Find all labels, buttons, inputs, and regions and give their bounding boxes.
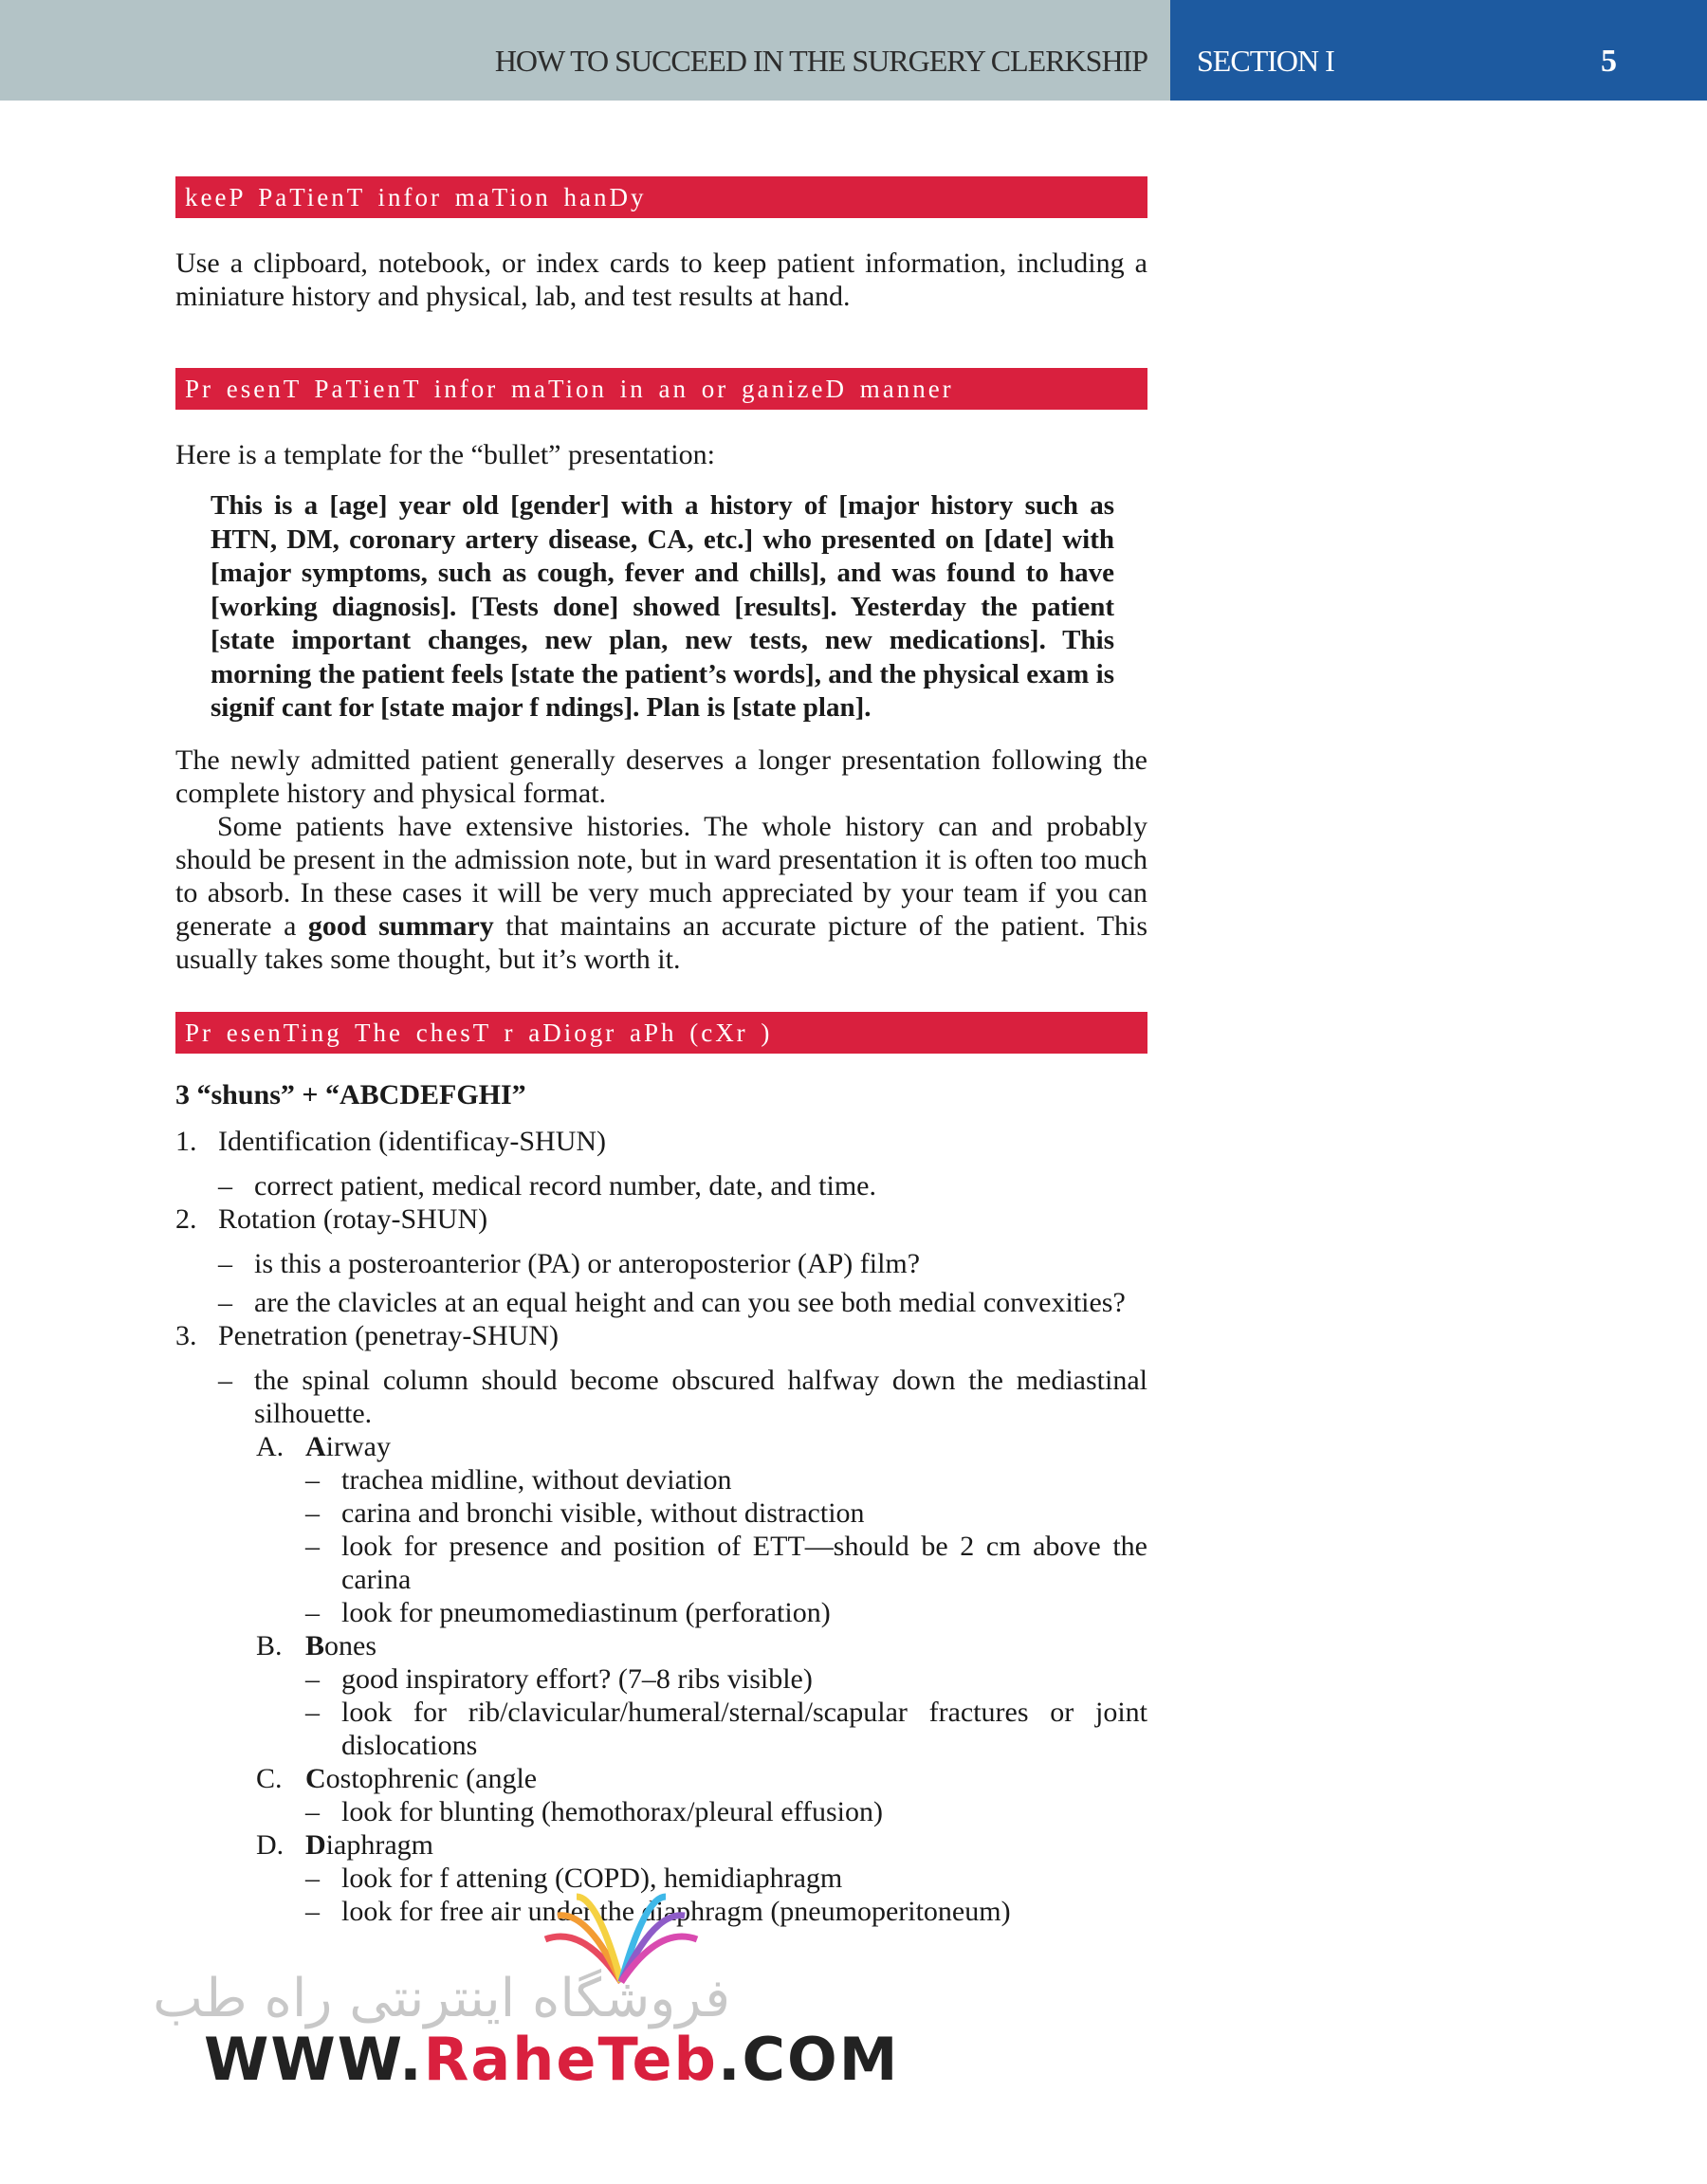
watermark-url: WWW.RaheTeb.COM <box>204 2025 900 2094</box>
letter-item-bones: B. Bones <box>256 1629 377 1661</box>
list-subitem: – look for rib/clavicular/humeral/sternal/scapular fractures or joint dislocations <box>305 1696 1147 1761</box>
section-heading-present-info: Pr esenT PaTienT infor maTion in an or ganizeD manner <box>175 368 1147 410</box>
list-subitem: – look for f attening (COPD), hemidiaphragm <box>305 1862 843 1894</box>
body-paragraph-summary: Some patients have extensive histories. The whole history can and probably should be present in the admission note, but in ward presentation it is often too much to absorb. In these cases it will be very much appreciated by your team if you can generate a good summary that maintains an accurate picture of the patient. This usually takes some thought, but it’s worth it. <box>175 810 1147 975</box>
cxr-list <box>175 1125 1147 1928</box>
letter-item-diaphragm: D. Diaphragm <box>256 1828 433 1861</box>
body-paragraph: The newly admitted patient generally deserves a longer presentation following the complete history and physical format. <box>175 743 1147 809</box>
bullet-presentation-template: This is a [age] year old [gender] with a history of [major history such as HTN, DM, coronary artery disease, CA, etc.] who presented on [date] with [major symptoms, such as cough, fever and chills], and was found to have [working diagnosis]. [Tests done] showed [results]. Yesterday the patient [state important changes, new plan, new tests, new medications]. This morning the patient feels [state the patient’s words], and the physical exam is signif cant for [state major f ndings]. Plan is [state plan]. <box>211 490 1114 723</box>
list-subitem: – look for pneumomediastinum (perforation) <box>305 1596 831 1628</box>
list-subitem: – look for presence and position of ETT—should be 2 cm above the carina <box>305 1530 1147 1595</box>
letter-item-costophrenic: C. Costophrenic (angle <box>256 1762 538 1794</box>
section-label: SECTION I <box>1197 44 1334 78</box>
body-paragraph: Use a clipboard, notebook, or index cards to keep patient information, including a miniature history and physical, lab, and test results at hand. <box>175 248 1147 312</box>
list-item: 2. Rotation (rotay-SHUN) <box>175 1202 488 1235</box>
list-subitem: – is this a posteroanterior (PA) or anteroposterior (AP) film? <box>218 1247 921 1279</box>
emphasis-good-summary: good summary <box>307 909 494 942</box>
list-item: 1. Identification (identificay-SHUN) <box>175 1125 607 1157</box>
list-subitem: – trachea midline, without deviation <box>305 1463 732 1496</box>
page-number: 5 <box>1601 44 1617 79</box>
section-heading-patient-info: keeP PaTienT infor maTion hanDy <box>175 176 1147 218</box>
list-subitem: – look for blunting (hemothorax/pleural effusion) <box>305 1795 883 1827</box>
running-title: HOW TO SUCCEED IN THE SURGERY CLERKSHIP <box>494 44 1147 78</box>
list-subitem: – carina and bronchi visible, without distraction <box>305 1496 865 1529</box>
page-body <box>175 176 1147 1928</box>
mnemonic-subheading: 3 “shuns” + “ABCDEFGHI” <box>175 1078 526 1110</box>
list-subitem: – are the clavicles at an equal height and can you see both medial convexities? <box>218 1286 1126 1318</box>
page-header <box>0 0 1707 101</box>
list-subitem: – the spinal column should become obscured halfway down the mediastinal silhouette. <box>218 1364 1147 1429</box>
template-intro: Here is a template for the “bullet” presentation: <box>175 439 715 470</box>
list-subitem: – look for free air under the diaphragm (pneumoperitoneum) <box>305 1895 1011 1927</box>
section-heading-cxr: Pr esenTing The chesT r aDiogr aPh (cXr ) <box>175 1012 1147 1054</box>
watermark-persian-text: فروشگاه اینترنتی راه طب <box>153 1968 730 2029</box>
list-item: 3. Penetration (penetray-SHUN) <box>175 1319 560 1351</box>
list-subitem: – correct patient, medical record number, date, and time. <box>218 1169 877 1202</box>
letter-item-airway: A. Airway <box>256 1430 391 1462</box>
list-subitem: – good inspiratory effort? (7–8 ribs visible) <box>305 1662 813 1695</box>
